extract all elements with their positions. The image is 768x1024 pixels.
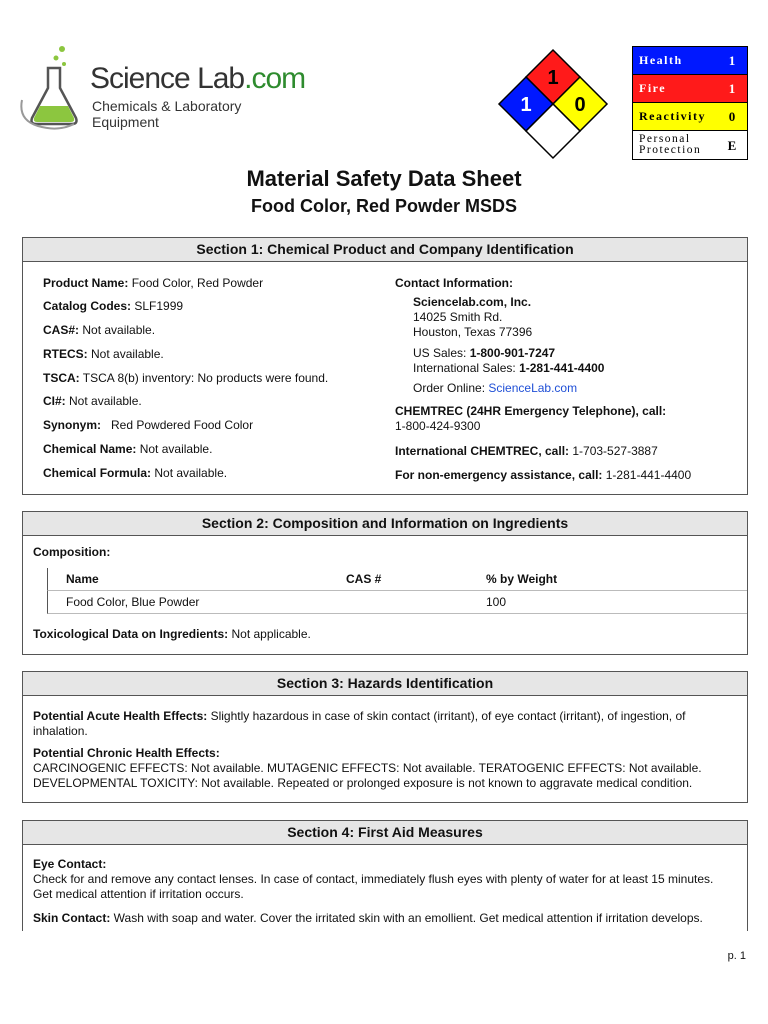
- product-field: Product Name: Food Color, Red Powder: [43, 276, 264, 290]
- page-title: Material Safety Data Sheet: [246, 166, 522, 191]
- section-2: [22, 511, 748, 655]
- hmis-protection-row: Personal Protection E: [633, 131, 747, 159]
- flask-icon: [18, 40, 88, 130]
- section-3: [22, 671, 748, 803]
- hmis-fire-row: Fire 1: [633, 75, 747, 103]
- product-field: Chemical Formula: Not available.: [43, 466, 228, 480]
- nfpa-health-value: 1: [520, 94, 532, 116]
- acute-effects: Potential Acute Health Effects: Slightly hazardous in case of skin contact (irritant), of eye contact (irritant), of ingestion, of inhalation.: [33, 709, 686, 738]
- composition-table: [47, 568, 747, 614]
- hmis-label: [632, 46, 748, 160]
- product-field: CAS#: Not available.: [43, 323, 156, 337]
- composition-label: Composition:: [33, 545, 111, 559]
- section-1: Section 1: Chemical Product and Company Identification Product Name: Food Color, Red Powder Catalog Codes: SLF1999 CAS#: Not available. RTECS: Not available. TSCA: TSCA 8(b) inventory: No products were found. CI#: Not available. Synonym: Red Powdered Food Color Chemical Name: Not available. Chemical Formula: Not available. Contact Information: Sciencelab.com, Inc. 14025 Smith Rd. Houston, Texas 77396 US Sales: 1-800-901-7247 International Sales: 1-281-441-4400 Order Online: ScienceLab.com CHEMTREC (24HR Emergency Telephone), call: 1-800-424-9300 International CHEMTREC, call: 1-703-527-3887 For non-emergency assistance, call: 1-281-441-4400: [22, 237, 748, 495]
- eye-contact: Eye Contact: Check for and remove any contact lenses. In case of contact, immediately flush eyes with plenty of water for at least 15 minutes. Get medical attention if irritation occurs.: [33, 857, 714, 901]
- product-field: CI#: Not available.: [43, 394, 142, 408]
- table-row: Food Color, Blue Powder 100: [47, 591, 747, 614]
- order-online-link[interactable]: ScienceLab.com: [488, 381, 578, 395]
- section-2-heading: Section 2: Composition and Information on Ingredients: [23, 512, 747, 536]
- product-field: TSCA: TSCA 8(b) inventory: No products were found.: [43, 371, 329, 385]
- logo-brand: Science Lab.com: [90, 62, 306, 95]
- hmis-reactivity-row: Reactivity 0: [633, 103, 747, 131]
- product-field: RTECS: Not available.: [43, 347, 164, 361]
- page-subtitle: Food Color, Red Powder MSDS: [250, 196, 517, 216]
- section-4: [22, 820, 748, 931]
- hmis-health-row: Health 1: [633, 47, 747, 75]
- tox-data: Toxicological Data on Ingredients: Not applicable.: [33, 627, 311, 641]
- nfpa-reactivity-value: 0: [574, 94, 586, 116]
- product-field: Catalog Codes: SLF1999: [43, 299, 184, 313]
- nfpa-diamond: [497, 48, 609, 160]
- logo-tagline: Chemicals & Laboratory Equipment: [92, 98, 242, 130]
- chronic-effects: Potential Chronic Health Effects: CARCINOGENIC EFFECTS: Not available. MUTAGENIC EFFECTS: Not available. TERATOGENIC EFFECTS: Not available. DEVELOPMENTAL TOXICITY: Not available. Repeated or prolonged exposure is not known to aggravate medical condition.: [33, 746, 702, 790]
- skin-contact: Skin Contact: Wash with soap and water. Cover the irritated skin with an emollient. Get medical attention if irritation develops.: [33, 911, 703, 925]
- section-4-heading: Section 4: First Aid Measures: [23, 821, 747, 845]
- product-field: Chemical Name: Not available.: [43, 442, 213, 456]
- page-number: p. 1: [727, 950, 746, 962]
- nfpa-fire-value: 1: [547, 67, 559, 89]
- sciencelab-logo: [18, 40, 308, 130]
- section-1-heading: Section 1: Chemical Product and Company Identification: [23, 238, 747, 262]
- product-field: Synonym: Red Powdered Food Color: [43, 418, 254, 432]
- table-header-row: Name CAS # % by Weight: [47, 568, 747, 591]
- section-3-heading: Section 3: Hazards Identification: [23, 672, 747, 696]
